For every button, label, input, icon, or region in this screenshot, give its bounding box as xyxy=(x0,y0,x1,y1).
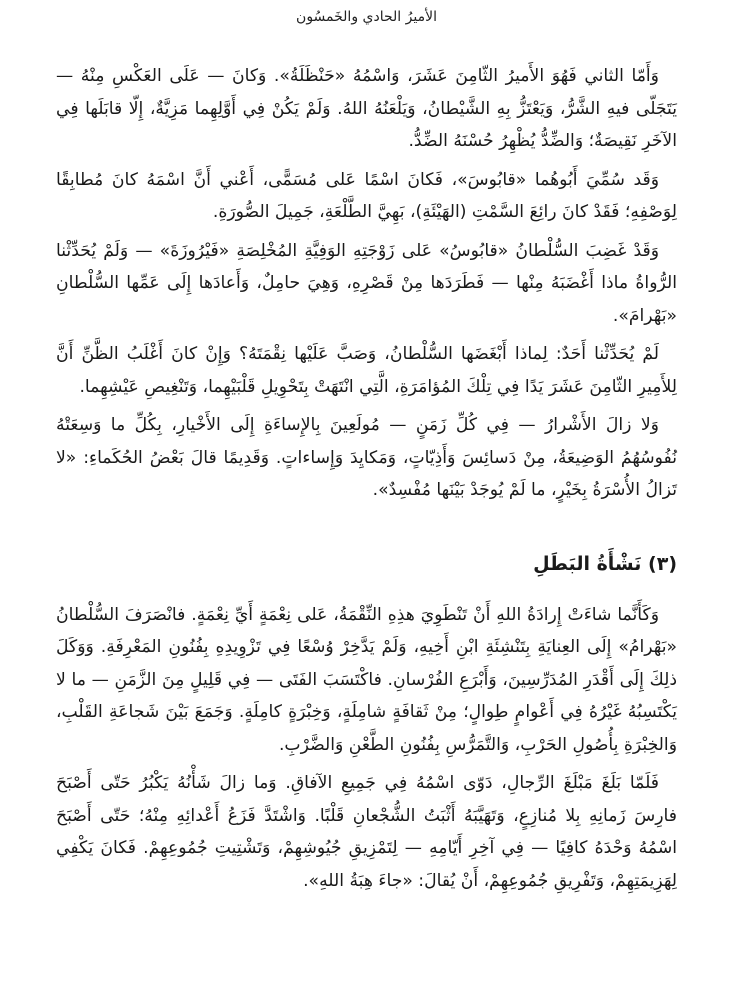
paragraph-sultan-anger: وَقَدْ غَضِبَ السُّلْطانُ «قابُوسُ» عَلى زَوْجَتِهِ الوَفِيَّةِ المُخْلِصَةِ «فَيْرُوزَةَ» — وَلَمْ يُحَدِّثْنا الرُّواةُ ماذا أَغْضَبَهُ مِنْها — فَطَرَدَها مِنْ قَصْرِهِ، وَهِيَ حامِلٌ، وَأَعادَها إِلَى عَمِّها السُّلْطانِ «بَهْرامَ». xyxy=(56,240,677,326)
paragraph-why-hated: لَمْ يُحَدِّثْنا أَحَدٌ: لِماذا أَبْغَضَها السُّلْطانُ، وَصَبَّ عَلَيْها نِقْمَتَهُ؟ وَإِنْ كانَ أَغْلَبُ الظَّنِّ أَنَّ لِلأَمِيرِ الثّامِنَ عَشَرَ يَدًا فِي تِلْكَ المُؤامَرَةِ، الَّتِي انْتَهَتْ بِتَحْوِيلِ قَلْبَيْهِما، وَتَنْغِيصِ عَيْشِهِما. xyxy=(56,344,677,397)
running-header: الأميرُ الحادي والخَمسُون xyxy=(296,9,437,25)
paragraph-second-prince: وَأَمّا الثاني فَهُوَ الأَميرُ الثّامِنَ عَشَرَ، وَاسْمُهُ «حَنْظَلَةُ». وَكانَ — عَلَى العَكْسِ مِنْهُ — يَتَجَلّى فيهِ الشَّرُّ، وَيَعْتَزُّ بِهِ الشَّيْطانُ، وَيَلْعَنُهُ اللهُ. وَلَمْ يَكُنْ فِي أَوَّلِهِما مَزِيَّةٌ، إِلّا قابَلَها فِي الآخَرِ نَقِيصَةٌ؛ وَالضِّدُّ يُظْهِرُ حُسْنَهُ الضِّدُّ. xyxy=(56,66,677,151)
body-text xyxy=(56,60,677,897)
paragraph-evil-people: وَلا زالَ الأَشْرارُ — فِي كُلِّ زَمَنٍ — مُولَعِينَ بِالإِساءَةِ إِلَى الأَخْيارِ، بِكُلِّ ما وَسِعَتْهُ نُفُوسُهُمُ الوَضِيعَةُ، مِنْ دَسائِسَ وَأَذِيّاتٍ، وَمَكايِدَ وَإِساءاتٍ. وَقَدِيمًا قالَ بَعْضُ الحُكَماءِ: «لا تَزالُ الأُسْرَةُ بِخَيْرٍ، ما لَمْ يُوجَدْ بَيْنَها مُفْسِدٌ». xyxy=(56,415,677,500)
paragraph-reaching-manhood: فَلَمّا بَلَغَ مَبْلَغَ الرِّجالِ، دَوّى اسْمُهُ فِي جَمِيعِ الآفاقِ. وَما زالَ شَأْنُهُ يَكْبُرُ حَتّى أَصْبَحَ فارِسَ زَمانِهِ بِلا مُنازِعٍ، وَتَهَيَّبَهُ أَثْبَتُ الشُّجْعانِ قَلْبًا. وَاشْتَدَّ فَزَعُ أَعْدائِهِ مِنْهُ؛ حَتّى أَصْبَحَ اسْمُهُ وَحْدَهُ كافِيًا — فِي آخِرِ أَيّامِهِ — لِتَمْزِيقِ جُيُوشِهِمْ، وَتَشْتِيتِ جُمُوعِهِمْ. فَكانَ يَكْفِي لِهَزِيمَتِهِمْ، وَتَفْرِيقِ جُمُوعِهِمْ، أَنْ يُقالَ: «جاءَ هِبَةُ اللهِ». xyxy=(56,773,677,891)
paragraph-father-qabus: وَقَد سُمِّيَ أَبُوهُما «قابُوسَ»، فَكانَ اسْمًا عَلى مُسَمًّى، أَعْني أَنَّ اسْمَهُ كانَ مُطابِقًا لِوَصْفِهِ؛ فَقَدْ كانَ رائِعَ السَّمْتِ (الهَيْئَةِ)، بَهِيَّ الطَّلْعَةِ، جَمِيلَ الصُّورَةِ. xyxy=(56,169,677,222)
paragraph-upbringing: وَكَأَنَّما شاءَتْ إِرادَةُ اللهِ أَنْ تَنْطَوِيَ هذِهِ النِّقْمَةُ، عَلى نِعْمَةٍ أَيِّ نِعْمَةٍ. فانْصَرَفَ السُّلْطانُ «بَهْرامُ» إِلَى العِنايَةِ بِتَنْشِئَةِ ابْنِ أَخِيهِ، وَلَمْ يَدَّخِرْ وُسْعًا فِي تَزْوِيدِهِ بِفُنُونِ المَعْرِفَةِ. وَوَكَلَ ذلِكَ إِلَى أَقْدَرِ المُدَرِّسِينَ، وَأَبْرَعِ الفُرْسانِ. فاكْتَسَبَ الفَتَى — فِي قَلِيلٍ مِنَ الزَّمَنِ — ما لا يَكْتَسِبُهُ غَيْرُهُ فِي أَعْوامٍ طِوالٍ؛ مِنْ ثَقافَةٍ شامِلَةٍ، وَخِبْرَةٍ كامِلَةٍ. وَجَمَعَ بَيْنَ شَجاعَةِ القَلْبِ، وَالخِبْرَةِ بِأُصُولِ الحَرْبِ، وَالتَّمَرُّسِ بِفُنُونِ الطَّعْنِ وَالضَّرْبِ. xyxy=(56,604,677,755)
section-heading: (٣) نَشْأَةُ البَطَلِ xyxy=(533,552,677,575)
